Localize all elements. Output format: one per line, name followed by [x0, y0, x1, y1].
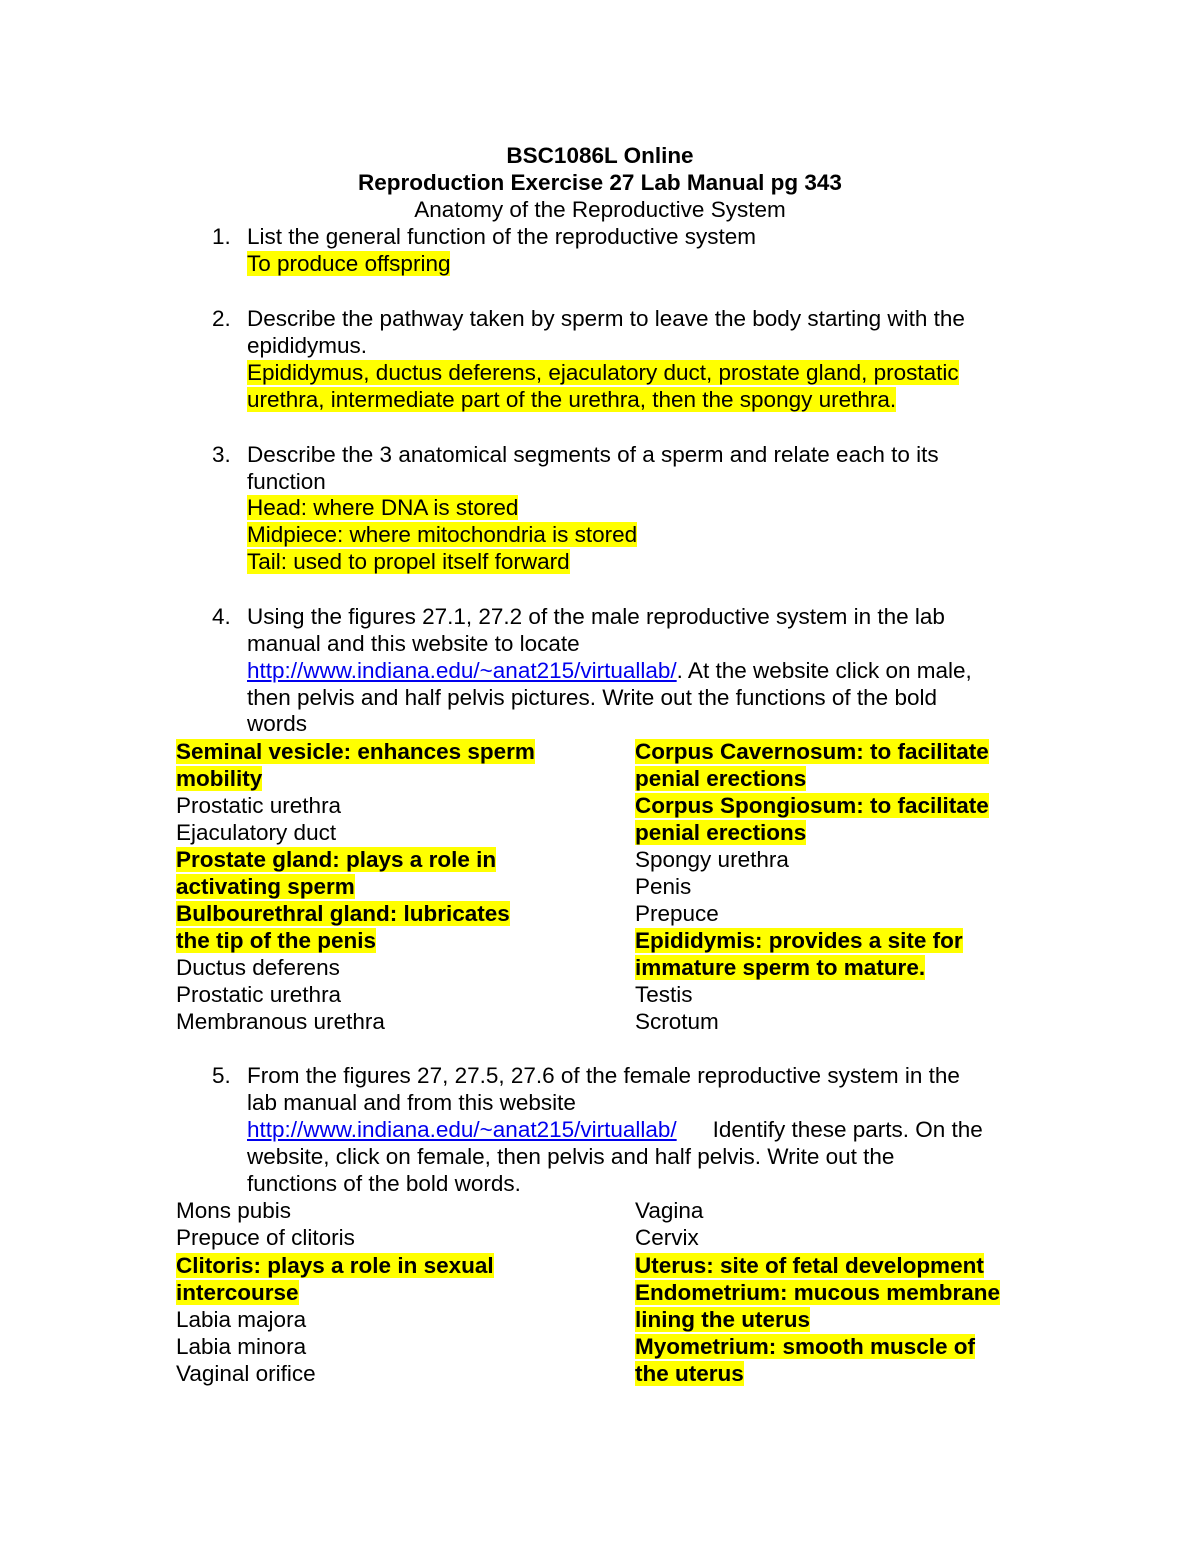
- male-term: Penis: [635, 874, 692, 899]
- question-1-text: List the general function of the reproductive system: [247, 224, 757, 249]
- male-term: Testis: [635, 982, 693, 1007]
- question-5-text-line: From the figures 27, 27.5, 27.6 of the female reproductive system in the: [247, 1063, 960, 1088]
- virtual-lab-link[interactable]: http://www.indiana.edu/~anat215/virtuallab/: [247, 658, 677, 683]
- question-4-text-line: manual and this website to locate: [247, 631, 580, 656]
- question-5-text-line: functions of the bold words.: [247, 1171, 521, 1196]
- question-4-text-line: words: [247, 711, 308, 736]
- female-term: Mons pubis: [176, 1198, 292, 1223]
- female-term-clitoris: Clitoris: plays a role in sexual: [176, 1253, 494, 1278]
- answer-3-head: Head: where DNA is stored: [247, 495, 519, 520]
- male-term-seminal-vesicle: Seminal vesicle: enhances sperm: [176, 739, 535, 764]
- female-term-myometrium-cont: the uterus: [635, 1361, 744, 1386]
- female-term-clitoris-cont: intercourse: [176, 1280, 299, 1305]
- male-term-prostate-gland-cont: activating sperm: [176, 874, 355, 899]
- female-term-endometrium-cont: lining the uterus: [635, 1307, 811, 1332]
- male-term-seminal-vesicle-cont: mobility: [176, 766, 263, 791]
- male-term: Ejaculatory duct: [176, 820, 337, 845]
- male-term-bulbourethral-gland-cont: the tip of the penis: [176, 928, 376, 953]
- course-title: BSC1086L Online: [506, 143, 694, 168]
- female-term-uterus: Uterus: site of fetal development: [635, 1253, 984, 1278]
- exercise-title: Reproduction Exercise 27 Lab Manual pg 343: [358, 170, 842, 195]
- answer-3-tail: Tail: used to propel itself forward: [247, 549, 570, 574]
- male-term-corpus-spongiosum: Corpus Spongiosum: to facilitate: [635, 793, 989, 818]
- question-5-text-line: http://www.indiana.edu/~anat215/virtuallab/ Identify these parts. On the: [247, 1117, 983, 1142]
- male-term: Prepuce: [635, 901, 719, 926]
- male-term-epididymis: Epididymis: provides a site for: [635, 928, 963, 953]
- female-term: Vagina: [635, 1198, 704, 1223]
- section-subtitle: Anatomy of the Reproductive System: [414, 197, 786, 222]
- female-term-myometrium: Myometrium: smooth muscle of: [635, 1334, 976, 1359]
- male-term: Prostatic urethra: [176, 793, 342, 818]
- question-5-text-line: lab manual and from this website: [247, 1090, 576, 1115]
- question-5-text-line: website, click on female, then pelvis and half pelvis. Write out the: [247, 1144, 895, 1169]
- question-4-text-line: http://www.indiana.edu/~anat215/virtuallab/. At the website click on male,: [247, 658, 972, 683]
- answer-2-line: Epididymus, ductus deferens, ejaculatory duct, prostate gland, prostatic: [247, 360, 959, 385]
- male-term-epididymis-cont: immature sperm to mature.: [635, 955, 926, 980]
- male-term-corpus-cavernosum: Corpus Cavernosum: to facilitate: [635, 739, 989, 764]
- question-3-text-line: function: [247, 469, 326, 494]
- male-term: Spongy urethra: [635, 847, 789, 872]
- male-term-prostate-gland: Prostate gland: plays a role in: [176, 847, 497, 872]
- female-term: Labia majora: [176, 1307, 307, 1332]
- female-term-endometrium: Endometrium: mucous membrane: [635, 1280, 1001, 1305]
- answer-3-midpiece: Midpiece: where mitochondria is stored: [247, 522, 638, 547]
- question-4-number: 4.: [212, 604, 231, 629]
- question-2-number: 2.: [212, 306, 231, 331]
- male-term: Scrotum: [635, 1009, 719, 1034]
- answer-2-line: urethra, intermediate part of the urethra, then the spongy urethra.: [247, 387, 897, 412]
- male-term: Membranous urethra: [176, 1009, 385, 1034]
- male-term-bulbourethral-gland: Bulbourethral gland: lubricates: [176, 901, 510, 926]
- virtual-lab-link[interactable]: http://www.indiana.edu/~anat215/virtuallab/: [247, 1117, 677, 1142]
- question-3-number: 3.: [212, 442, 231, 467]
- male-term-corpus-spongiosum-cont: penial erections: [635, 820, 807, 845]
- question-2-text-line: epididymus.: [247, 333, 368, 358]
- question-5-number: 5.: [212, 1063, 231, 1088]
- question-4-text-line: Using the figures 27.1, 27.2 of the male reproductive system in the lab: [247, 604, 945, 629]
- male-term: Ductus deferens: [176, 955, 340, 980]
- question-3-text-line: Describe the 3 anatomical segments of a sperm and relate each to its: [247, 442, 939, 467]
- question-1-number: 1.: [212, 224, 231, 249]
- question-2-text-line: Describe the pathway taken by sperm to leave the body starting with the: [247, 306, 965, 331]
- female-term: Cervix: [635, 1225, 699, 1250]
- female-term: Vaginal orifice: [176, 1361, 316, 1386]
- female-term: Labia minora: [176, 1334, 307, 1359]
- female-term: Prepuce of clitoris: [176, 1225, 355, 1250]
- question-4-text-line: then pelvis and half pelvis pictures. Write out the functions of the bold: [247, 685, 937, 710]
- male-term-corpus-cavernosum-cont: penial erections: [635, 766, 807, 791]
- answer-1: To produce offspring: [247, 251, 451, 276]
- male-term: Prostatic urethra: [176, 982, 342, 1007]
